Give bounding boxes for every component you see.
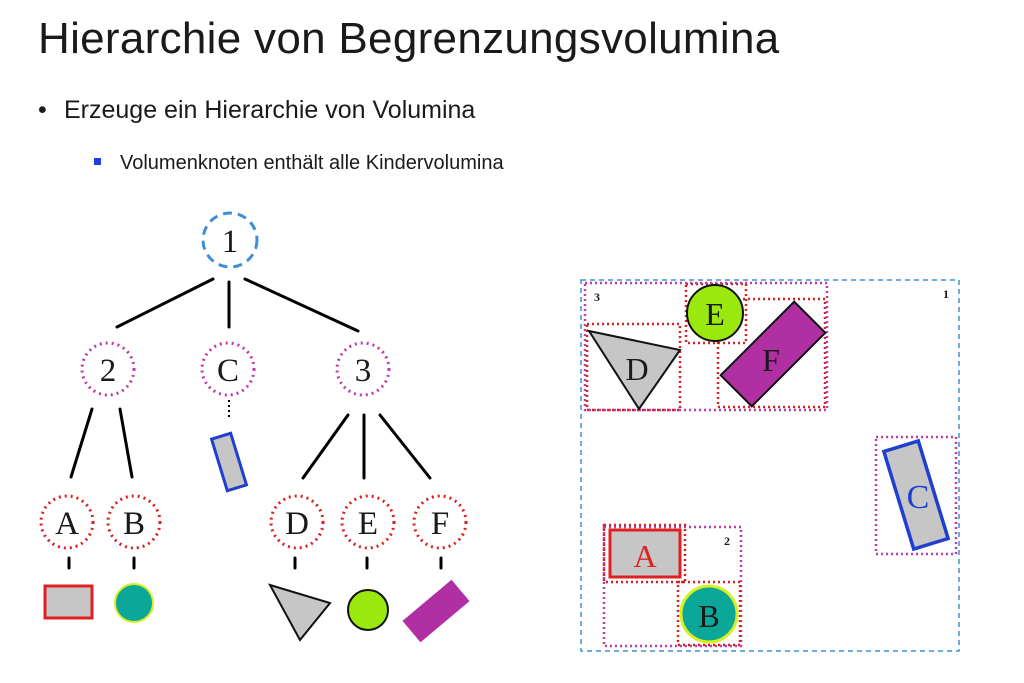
- scene-object-labels: [625, 296, 929, 634]
- tree-node-root-label: 1: [221, 224, 239, 260]
- volume-label-3: 3: [594, 290, 600, 304]
- edge-3-f: [380, 415, 430, 478]
- tree-labels: [55, 224, 449, 542]
- tree-node-2-label: 2: [99, 353, 117, 389]
- scene-label-c: C: [906, 479, 930, 516]
- tree-node-c-label: C: [216, 353, 240, 389]
- tree-diagram: [41, 213, 470, 642]
- tree-shape-c-rectangle: [212, 433, 247, 490]
- tree-leaf-e-label: E: [357, 506, 379, 542]
- volume-label-1: 1: [943, 287, 949, 301]
- scene-label-e: E: [705, 296, 725, 332]
- edge-2-b: [120, 409, 132, 477]
- edge-1-3: [245, 279, 358, 331]
- scene-label-a: A: [633, 538, 657, 574]
- tree-leaf-f-label: F: [430, 506, 450, 542]
- scene-label-b: B: [698, 598, 720, 634]
- tree-node-3-label: 3: [354, 353, 372, 389]
- scene-label-d: D: [625, 351, 649, 387]
- slide-title: Hierarchie von Begrenzungsvolumina: [38, 14, 780, 63]
- tree-shape-e-circle: [348, 590, 388, 630]
- edge-1-2: [117, 279, 213, 327]
- tree-leaf-d-label: D: [285, 506, 309, 542]
- tree-shape-a-rectangle: [45, 586, 92, 618]
- tree-shape-d-triangle: [270, 585, 330, 640]
- tree-leaf-circles: [41, 496, 466, 548]
- tree-shape-f-rectangle: [402, 580, 469, 643]
- scene-label-f: F: [762, 342, 780, 378]
- bullet-text-2: Volumenknoten enthält alle Kindervolumina: [120, 152, 504, 174]
- tree-leaf-b-label: B: [122, 506, 146, 542]
- bullet-dot: •: [38, 96, 47, 124]
- edge-2-a: [71, 409, 92, 477]
- volume-label-2: 2: [724, 534, 730, 548]
- edge-3-d: [303, 415, 348, 478]
- bullet-text-1: Erzeuge ein Hierarchie von Volumina: [64, 96, 476, 124]
- tree-leaf-a-label: A: [55, 506, 79, 542]
- tree-shape-b-circle: [115, 584, 153, 622]
- scene-diagram: [581, 280, 959, 651]
